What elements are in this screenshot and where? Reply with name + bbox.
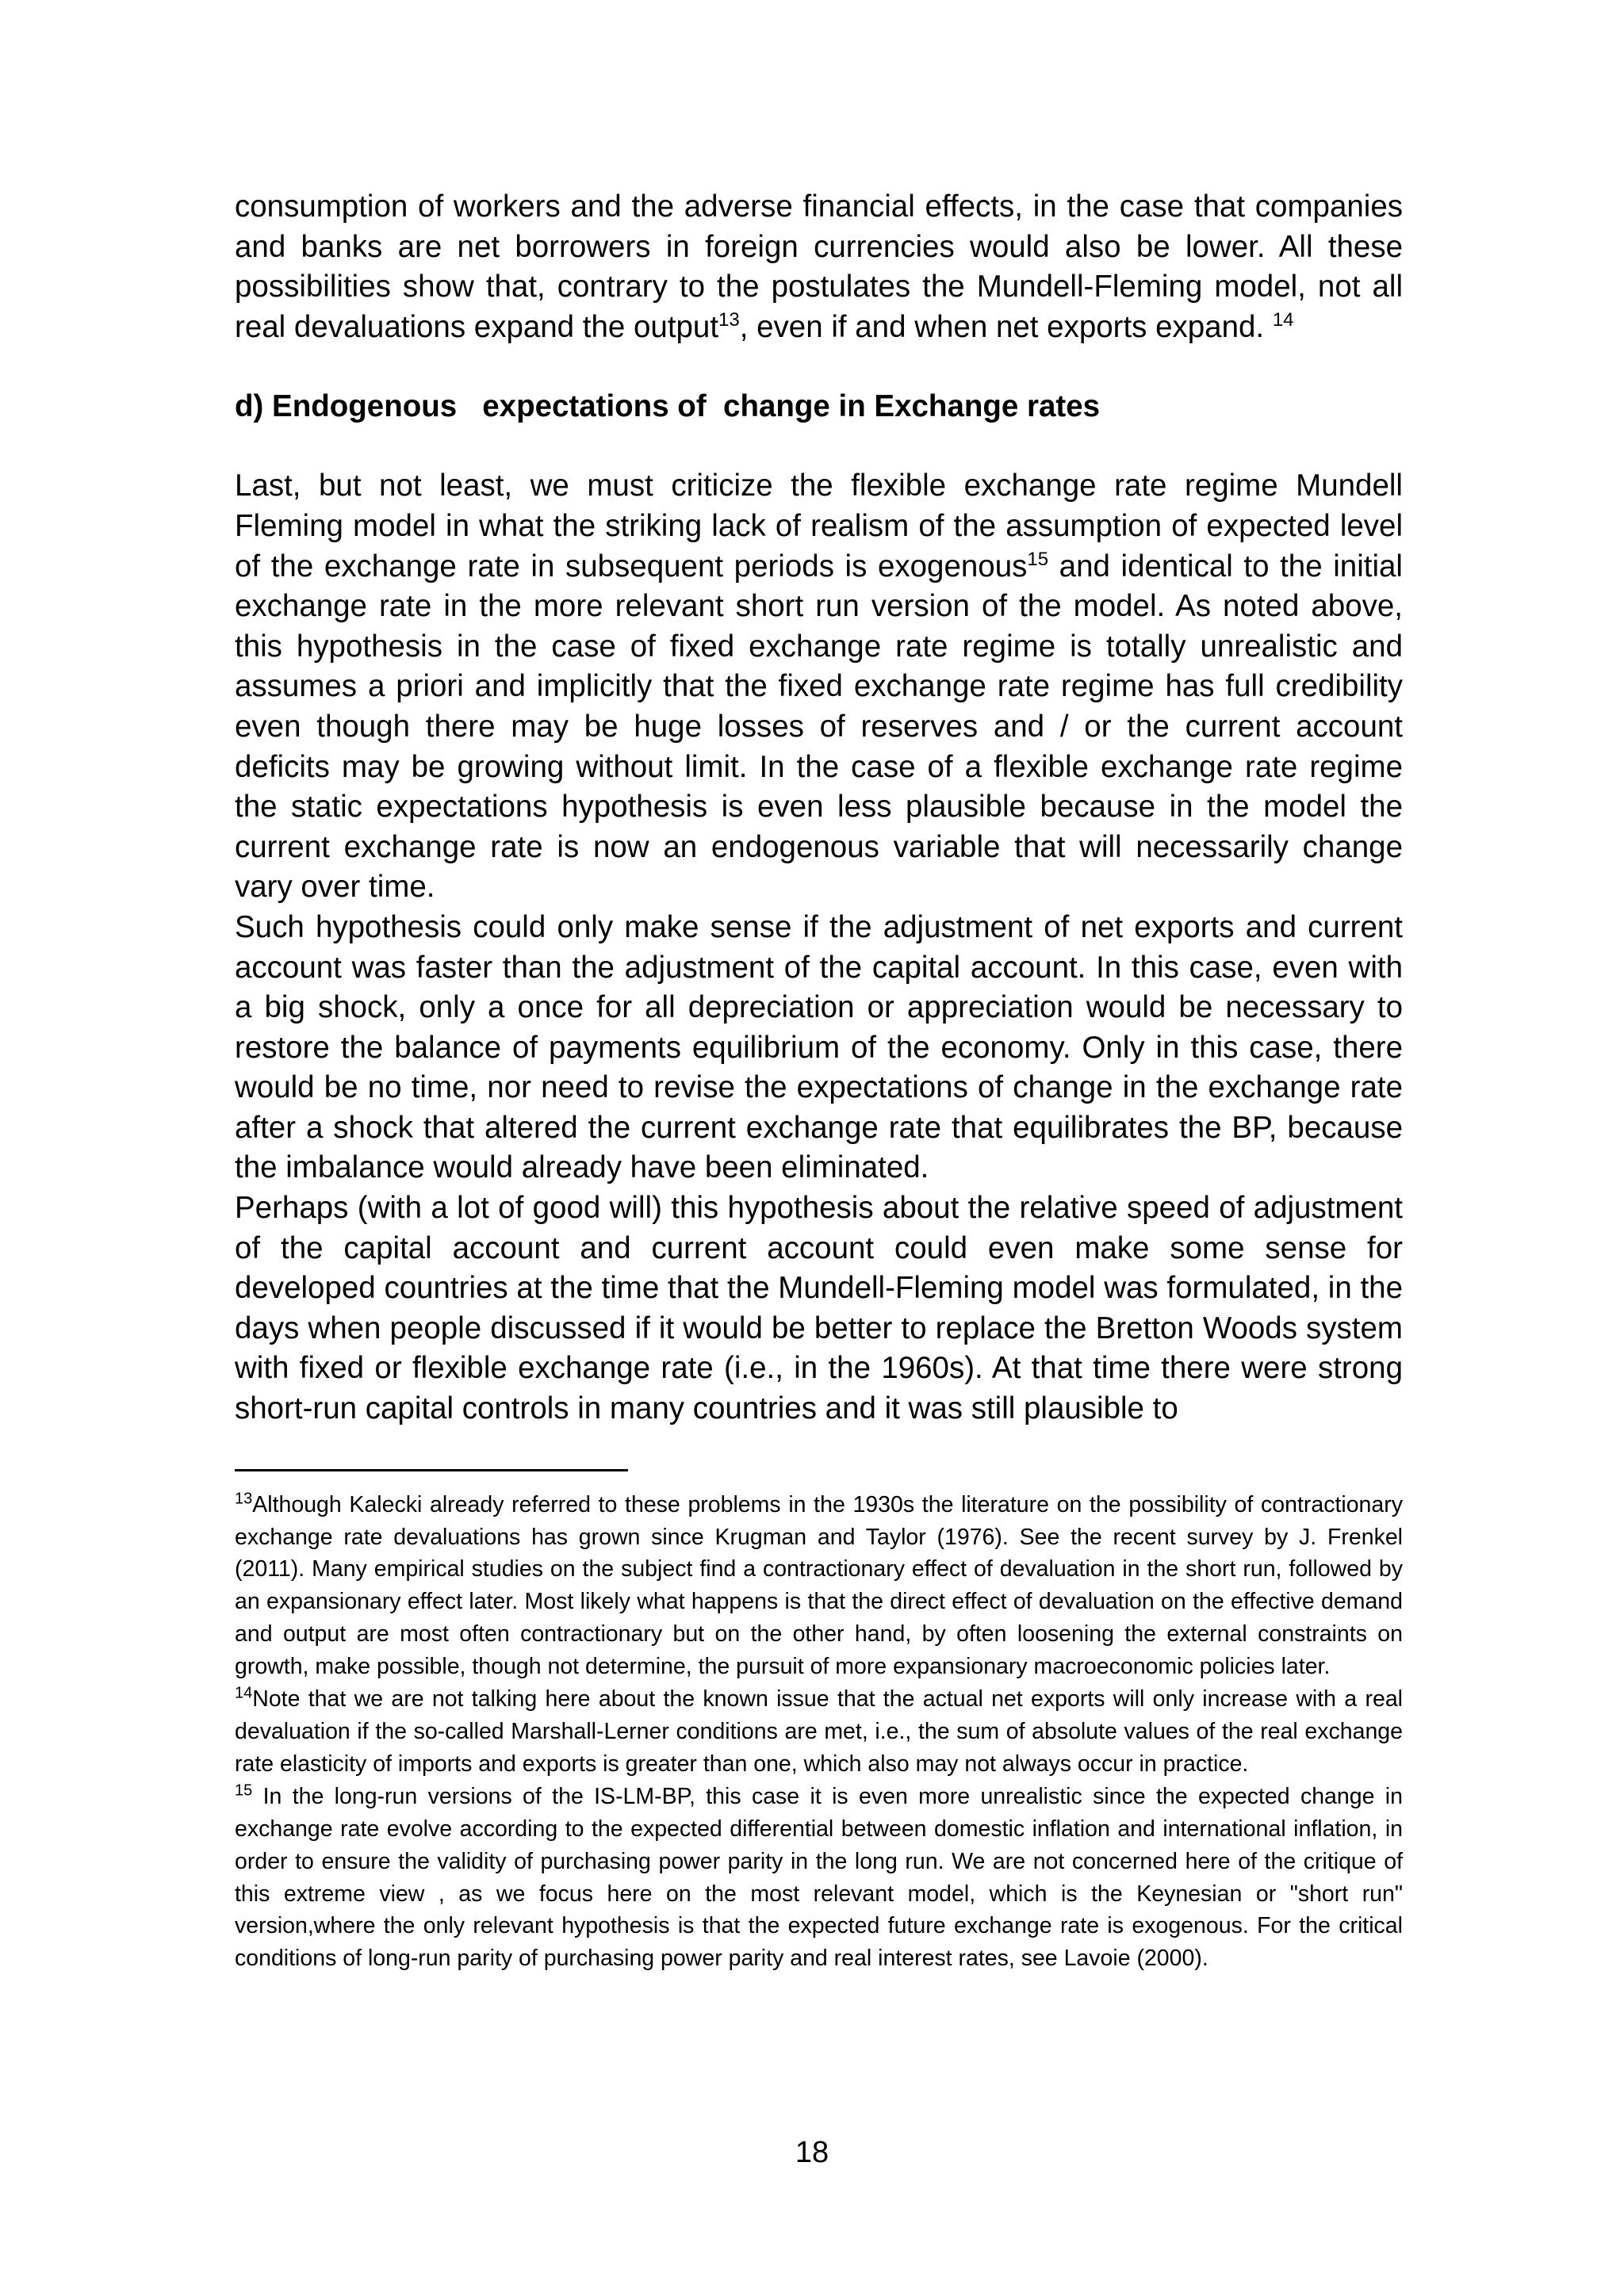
footnote-14-number: 14 <box>235 1684 253 1702</box>
paragraph-1 <box>235 466 1403 908</box>
paragraph-2: Such hypothesis could only make sense if the adjustment of net exports and current account was faster than the adjustment of the capital account. In this case, even with a big shock, only a once for all depreciation or appreciation would be necessary to restore the balance of payments equilibrium of the economy. Only in this case, there would be no time, nor need to revise the expectations of change in the exchange rate after a shock that altered the current exchange rate that equilibrates the BP, because the imbalance would already have been eliminated. <box>235 909 1403 1185</box>
footnote-ref-14[interactable]: 14 <box>1272 308 1294 331</box>
paragraph-1-text: Last, but not least, we must criticize the flexible exchange rate regime Mundell Fleming model in what the striking lack of realism of the assumption of expected level of the exchange rate in subsequent periods is exogenous <box>235 469 1403 584</box>
footnote-ref-15[interactable]: 15 <box>1027 548 1049 570</box>
footnote-13-number: 13 <box>235 1490 253 1508</box>
footnote-ref-13[interactable]: 13 <box>718 308 740 331</box>
intro-paragraph-text: consumption of workers and the adverse financial effects, in the case that companies and banks are net borrowers in foreign currencies would also be lower. All these possibilities show that, contrary to the postulates the Mundell-Fleming model, not all real devaluations expand the output <box>235 189 1403 344</box>
footnote-15 <box>235 1781 1403 1975</box>
footnote-15-number: 15 <box>235 1781 253 1800</box>
page-body <box>235 187 1403 1975</box>
section-heading: d) Endogenous expectations of change in Exchange rates <box>235 389 1101 424</box>
footnote-13-text: Although Kalecki already referred to these problems in the 1930s the literature on the possibility of contractionary exchange rate devaluations has grown since Krugman and Taylor (1976). See the recent survey by J. Frenkel (2011). Many empirical studies on the subject find a contractionary effect of devaluation in the short run, followed by an expansionary effect later. Most likely what happens is that the direct effect of devaluation on the effective demand and output are most often contractionary but on the other hand, by often loosening the external constraints on growth, make possible, though not determine, the pursuit of more expansionary macroeconomic policies later. <box>235 1491 1403 1680</box>
intro-paragraph <box>235 187 1403 347</box>
footnote-14-text: Note that we are not talking here about the known issue that the actual net exports will only increase with a real devaluation if the so-called Marshall-Lerner conditions are met, i.e., the sum of absolute values of the real exchange rate elasticity of imports and exports is greater than one, which also may not always occur in practice. <box>235 1686 1403 1777</box>
page-number: 18 <box>795 2136 829 2169</box>
paragraph-1-text-2: and identical to the initial exchange rate in the more relevant short run version of the model. As noted above, this hypothesis in the case of fixed exchange rate regime is totally unrealistic and assumes a priori and implicitly that the fixed exchange rate regime has full credibility even though there may be huge losses of reserves and / or the current account deficits may be growing without limit. In the case of a flexible exchange rate regime the static expectations hypothesis is even less plausible because in the model the current exchange rate is now an endogenous variable that will necessarily change vary over time. <box>235 549 1403 905</box>
footnote-separator <box>235 1469 628 1471</box>
footnote-13 <box>235 1489 1403 1683</box>
footnote-15-text: In the long-run versions of the IS-LM-BP, this case it is even more unrealistic since the expected change in exchange rate evolve according to the expected differential between domestic inflation and international inflation, in order to ensure the validity of purchasing power parity in the long run. We are not concerned here of the critique of this extreme view , as we focus here on the most relevant model, which is the Keynesian or "short run" version,where the only relevant hypothesis is that the expected future exchange rate is exogenous. For the critical conditions of long-run parity of purchasing power parity and real interest rates, see Lavoie (2000). <box>235 1783 1403 1972</box>
intro-paragraph-text-2: , even if and when net exports expand. <box>739 309 1273 344</box>
paragraph-3: Perhaps (with a lot of good will) this hypothesis about the relative speed of adjustment of the capital account and current account could even make some sense for developed countries at the time that the Mundell-Fleming model was formulated, in the days when people discussed if it would be better to replace the Bretton Woods system with fixed or flexible exchange rate (i.e., in the 1960s). At that time there were strong short-run capital controls in many countries and it was still plausible to <box>235 1191 1403 1426</box>
footnote-14 <box>235 1683 1403 1781</box>
